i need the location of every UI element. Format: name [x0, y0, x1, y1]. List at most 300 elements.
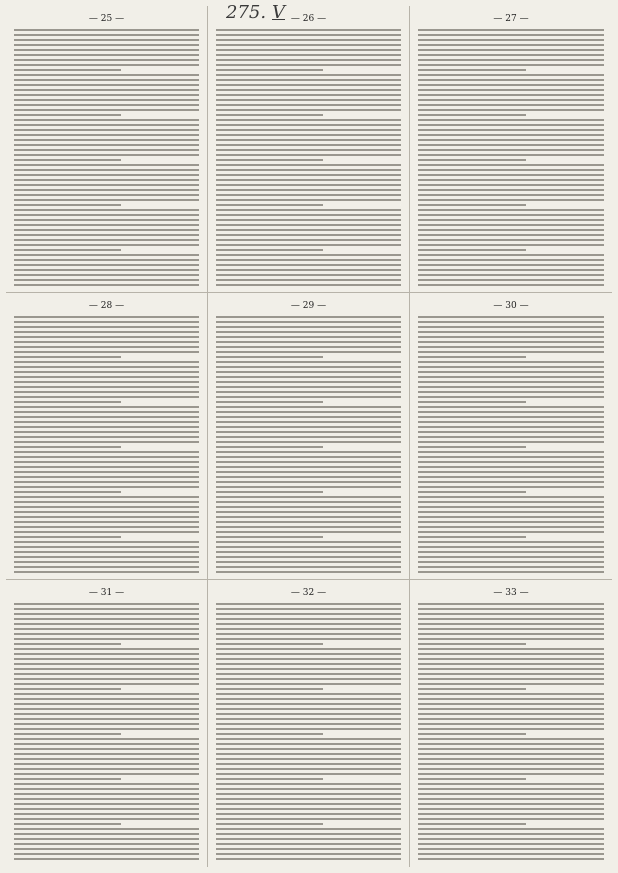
text-line-placeholder — [418, 608, 604, 610]
text-line-placeholder — [216, 828, 401, 830]
text-line-placeholder — [418, 743, 604, 745]
text-line-placeholder — [216, 401, 323, 403]
text-line-placeholder — [216, 34, 401, 36]
text-line-placeholder — [216, 184, 401, 186]
text-line-placeholder — [216, 431, 401, 433]
text-line-placeholder — [216, 526, 401, 528]
text-line-placeholder — [14, 521, 199, 523]
text-line-placeholder — [14, 683, 199, 685]
text-line-placeholder — [418, 663, 604, 665]
page-25 — [6, 6, 208, 293]
text-line-placeholder — [418, 491, 526, 493]
text-line-placeholder — [216, 793, 401, 795]
text-line-placeholder — [216, 326, 401, 328]
text-line-placeholder — [14, 396, 199, 398]
body-text — [216, 313, 401, 573]
text-line-placeholder — [216, 411, 401, 413]
text-line-placeholder — [216, 254, 401, 256]
text-line-placeholder — [216, 74, 401, 76]
text-line-placeholder — [216, 833, 401, 835]
text-line-placeholder — [418, 476, 604, 478]
text-line-placeholder — [216, 451, 401, 453]
text-line-placeholder — [418, 114, 526, 116]
text-line-placeholder — [14, 723, 199, 725]
text-line-placeholder — [14, 229, 199, 231]
text-line-placeholder — [418, 79, 604, 81]
text-line-placeholder — [14, 456, 199, 458]
text-line-placeholder — [418, 788, 604, 790]
text-line-placeholder — [418, 59, 604, 61]
text-line-placeholder — [14, 204, 121, 206]
text-line-placeholder — [216, 496, 401, 498]
text-line-placeholder — [418, 511, 604, 513]
text-line-placeholder — [216, 668, 401, 670]
text-line-placeholder — [418, 164, 604, 166]
text-line-placeholder — [418, 169, 604, 171]
text-line-placeholder — [14, 336, 199, 338]
text-line-placeholder — [14, 556, 199, 558]
text-line-placeholder — [14, 708, 199, 710]
text-line-placeholder — [216, 179, 401, 181]
text-line-placeholder — [14, 813, 199, 815]
text-line-placeholder — [216, 416, 401, 418]
text-line-placeholder — [14, 316, 199, 318]
text-line-placeholder — [418, 673, 604, 675]
text-line-placeholder — [216, 129, 401, 131]
text-line-placeholder — [14, 104, 199, 106]
text-line-placeholder — [14, 421, 199, 423]
text-line-placeholder — [216, 703, 401, 705]
text-line-placeholder — [14, 69, 121, 71]
text-line-placeholder — [14, 426, 199, 428]
text-line-placeholder — [14, 783, 199, 785]
page-number: — 30 — — [418, 299, 604, 313]
text-line-placeholder — [14, 436, 199, 438]
text-line-placeholder — [216, 154, 401, 156]
text-line-placeholder — [418, 763, 604, 765]
page-28 — [6, 293, 208, 580]
text-line-placeholder — [14, 376, 199, 378]
text-line-placeholder — [418, 34, 604, 36]
text-line-placeholder — [216, 511, 401, 513]
text-line-placeholder — [418, 351, 604, 353]
text-line-placeholder — [216, 613, 401, 615]
text-line-placeholder — [216, 608, 401, 610]
page-number: — 29 — — [216, 299, 401, 313]
text-line-placeholder — [216, 79, 401, 81]
page-33 — [410, 580, 612, 867]
text-line-placeholder — [418, 321, 604, 323]
text-line-placeholder — [216, 446, 323, 448]
page-31 — [6, 580, 208, 867]
text-line-placeholder — [14, 391, 199, 393]
text-line-placeholder — [418, 109, 604, 111]
text-line-placeholder — [216, 164, 401, 166]
text-line-placeholder — [14, 778, 121, 780]
text-line-placeholder — [14, 551, 199, 553]
text-line-placeholder — [14, 39, 199, 41]
text-line-placeholder — [14, 501, 199, 503]
text-line-placeholder — [14, 506, 199, 508]
text-line-placeholder — [14, 461, 199, 463]
text-line-placeholder — [216, 114, 323, 116]
text-line-placeholder — [216, 466, 401, 468]
text-line-placeholder — [14, 758, 199, 760]
text-line-placeholder — [14, 381, 199, 383]
text-line-placeholder — [418, 541, 604, 543]
text-line-placeholder — [418, 229, 604, 231]
text-line-placeholder — [418, 139, 604, 141]
text-line-placeholder — [14, 648, 199, 650]
text-line-placeholder — [14, 633, 199, 635]
text-line-placeholder — [14, 531, 199, 533]
text-line-placeholder — [418, 284, 604, 286]
text-line-placeholder — [14, 743, 199, 745]
text-line-placeholder — [14, 603, 199, 605]
text-line-placeholder — [418, 104, 604, 106]
text-line-placeholder — [216, 224, 401, 226]
text-line-placeholder — [418, 326, 604, 328]
text-line-placeholder — [216, 109, 401, 111]
text-line-placeholder — [216, 84, 401, 86]
text-line-placeholder — [216, 808, 401, 810]
text-line-placeholder — [216, 728, 401, 730]
text-line-placeholder — [216, 64, 401, 66]
text-line-placeholder — [418, 99, 604, 101]
text-line-placeholder — [216, 264, 401, 266]
text-line-placeholder — [216, 249, 323, 251]
text-line-placeholder — [418, 149, 604, 151]
text-line-placeholder — [216, 848, 401, 850]
text-line-placeholder — [14, 54, 199, 56]
text-line-placeholder — [14, 561, 199, 563]
text-line-placeholder — [216, 391, 401, 393]
text-line-placeholder — [418, 124, 604, 126]
page-27 — [410, 6, 612, 293]
text-line-placeholder — [216, 803, 401, 805]
text-line-placeholder — [418, 239, 604, 241]
text-line-placeholder — [216, 29, 401, 31]
text-line-placeholder — [216, 174, 401, 176]
text-line-placeholder — [216, 169, 401, 171]
text-line-placeholder — [14, 134, 199, 136]
text-line-placeholder — [418, 566, 604, 568]
text-line-placeholder — [418, 406, 604, 408]
text-line-placeholder — [14, 169, 199, 171]
text-line-placeholder — [216, 653, 401, 655]
text-line-placeholder — [14, 536, 121, 538]
text-line-placeholder — [418, 49, 604, 51]
text-line-placeholder — [216, 336, 401, 338]
text-line-placeholder — [14, 703, 199, 705]
text-line-placeholder — [216, 159, 323, 161]
page-number: — 33 — — [418, 586, 604, 600]
text-line-placeholder — [418, 386, 604, 388]
text-line-placeholder — [418, 94, 604, 96]
text-line-placeholder — [216, 566, 401, 568]
text-line-placeholder — [216, 59, 401, 61]
text-line-placeholder — [14, 94, 199, 96]
text-line-placeholder — [14, 406, 199, 408]
text-line-placeholder — [14, 174, 199, 176]
text-line-placeholder — [14, 29, 199, 31]
text-line-placeholder — [216, 713, 401, 715]
text-line-placeholder — [216, 461, 401, 463]
text-line-placeholder — [418, 603, 604, 605]
text-line-placeholder — [14, 653, 199, 655]
text-line-placeholder — [418, 556, 604, 558]
text-line-placeholder — [216, 818, 401, 820]
text-line-placeholder — [418, 506, 604, 508]
text-line-placeholder — [216, 758, 401, 760]
text-line-placeholder — [418, 54, 604, 56]
text-line-placeholder — [418, 144, 604, 146]
text-line-placeholder — [418, 461, 604, 463]
text-line-placeholder — [14, 326, 199, 328]
text-line-placeholder — [418, 376, 604, 378]
text-line-placeholder — [216, 556, 401, 558]
text-line-placeholder — [418, 643, 526, 645]
text-line-placeholder — [14, 114, 121, 116]
text-line-placeholder — [216, 683, 401, 685]
text-line-placeholder — [216, 748, 401, 750]
text-line-placeholder — [14, 516, 199, 518]
text-line-placeholder — [418, 773, 604, 775]
text-line-placeholder — [216, 386, 401, 388]
text-line-placeholder — [418, 708, 604, 710]
text-line-placeholder — [216, 44, 401, 46]
body-text — [14, 313, 199, 573]
text-line-placeholder — [418, 416, 604, 418]
text-line-placeholder — [216, 351, 401, 353]
text-line-placeholder — [418, 823, 526, 825]
text-line-placeholder — [418, 44, 604, 46]
text-line-placeholder — [418, 828, 604, 830]
text-line-placeholder — [216, 219, 401, 221]
page-number: — 25 — — [14, 12, 199, 26]
text-line-placeholder — [418, 688, 526, 690]
text-line-placeholder — [216, 858, 401, 860]
text-line-placeholder — [216, 551, 401, 553]
text-line-placeholder — [216, 274, 401, 276]
handwritten-mark: V — [272, 2, 285, 23]
text-line-placeholder — [216, 753, 401, 755]
text-line-placeholder — [418, 486, 604, 488]
text-line-placeholder — [418, 346, 604, 348]
text-line-placeholder — [14, 279, 199, 281]
text-line-placeholder — [216, 678, 401, 680]
text-line-placeholder — [418, 551, 604, 553]
text-line-placeholder — [14, 638, 199, 640]
text-line-placeholder — [14, 184, 199, 186]
text-line-placeholder — [14, 371, 199, 373]
text-line-placeholder — [14, 466, 199, 468]
text-line-placeholder — [14, 713, 199, 715]
text-line-placeholder — [14, 823, 121, 825]
text-line-placeholder — [14, 259, 199, 261]
text-line-placeholder — [14, 274, 199, 276]
text-line-placeholder — [14, 154, 199, 156]
text-line-placeholder — [418, 843, 604, 845]
body-text — [418, 600, 604, 861]
text-line-placeholder — [418, 466, 604, 468]
page-number: — 28 — — [14, 299, 199, 313]
text-line-placeholder — [14, 838, 199, 840]
text-line-placeholder — [418, 391, 604, 393]
text-line-placeholder — [216, 244, 401, 246]
text-line-placeholder — [14, 858, 199, 860]
text-line-placeholder — [418, 703, 604, 705]
text-line-placeholder — [418, 526, 604, 528]
text-line-placeholder — [14, 658, 199, 660]
text-line-placeholder — [14, 139, 199, 141]
text-line-placeholder — [418, 69, 526, 71]
text-line-placeholder — [14, 803, 199, 805]
text-line-placeholder — [14, 386, 199, 388]
text-line-placeholder — [216, 239, 401, 241]
newsprint-sheet — [6, 6, 612, 867]
body-text — [418, 313, 604, 573]
text-line-placeholder — [216, 229, 401, 231]
text-line-placeholder — [418, 713, 604, 715]
text-line-placeholder — [216, 69, 323, 71]
text-line-placeholder — [14, 793, 199, 795]
text-line-placeholder — [418, 336, 604, 338]
text-line-placeholder — [14, 738, 199, 740]
text-line-placeholder — [14, 59, 199, 61]
text-line-placeholder — [14, 144, 199, 146]
text-line-placeholder — [418, 653, 604, 655]
text-line-placeholder — [418, 768, 604, 770]
text-line-placeholder — [216, 623, 401, 625]
text-line-placeholder — [14, 486, 199, 488]
text-line-placeholder — [216, 421, 401, 423]
text-line-placeholder — [14, 431, 199, 433]
text-line-placeholder — [14, 244, 199, 246]
text-line-placeholder — [14, 189, 199, 191]
text-line-placeholder — [418, 833, 604, 835]
text-line-placeholder — [216, 194, 401, 196]
text-line-placeholder — [418, 174, 604, 176]
text-line-placeholder — [14, 366, 199, 368]
text-line-placeholder — [14, 159, 121, 161]
text-line-placeholder — [418, 798, 604, 800]
text-line-placeholder — [418, 154, 604, 156]
text-line-placeholder — [14, 249, 121, 251]
text-line-placeholder — [216, 571, 401, 573]
text-line-placeholder — [418, 848, 604, 850]
text-line-placeholder — [14, 843, 199, 845]
text-line-placeholder — [418, 536, 526, 538]
page-number: — 31 — — [14, 586, 199, 600]
text-line-placeholder — [418, 421, 604, 423]
text-line-placeholder — [216, 773, 401, 775]
text-line-placeholder — [418, 274, 604, 276]
text-line-placeholder — [418, 84, 604, 86]
text-line-placeholder — [14, 476, 199, 478]
text-line-placeholder — [14, 853, 199, 855]
text-line-placeholder — [14, 341, 199, 343]
text-line-placeholder — [14, 673, 199, 675]
page-30 — [410, 293, 612, 580]
text-line-placeholder — [418, 39, 604, 41]
text-line-placeholder — [216, 356, 323, 358]
text-line-placeholder — [14, 441, 199, 443]
text-line-placeholder — [418, 481, 604, 483]
text-line-placeholder — [14, 224, 199, 226]
text-line-placeholder — [216, 149, 401, 151]
page-26 — [208, 6, 410, 293]
text-line-placeholder — [216, 491, 323, 493]
text-line-placeholder — [418, 341, 604, 343]
text-line-placeholder — [418, 446, 526, 448]
text-line-placeholder — [14, 753, 199, 755]
text-line-placeholder — [418, 668, 604, 670]
text-line-placeholder — [418, 179, 604, 181]
text-line-placeholder — [216, 284, 401, 286]
text-line-placeholder — [14, 566, 199, 568]
text-line-placeholder — [14, 346, 199, 348]
text-line-placeholder — [418, 733, 526, 735]
text-line-placeholder — [216, 838, 401, 840]
text-line-placeholder — [216, 134, 401, 136]
text-line-placeholder — [14, 571, 199, 573]
text-line-placeholder — [216, 331, 401, 333]
text-line-placeholder — [418, 783, 604, 785]
text-line-placeholder — [418, 501, 604, 503]
text-line-placeholder — [418, 396, 604, 398]
text-line-placeholder — [14, 628, 199, 630]
text-line-placeholder — [14, 79, 199, 81]
text-line-placeholder — [14, 219, 199, 221]
text-line-placeholder — [14, 663, 199, 665]
text-line-placeholder — [14, 848, 199, 850]
text-line-placeholder — [216, 698, 401, 700]
text-line-placeholder — [216, 718, 401, 720]
text-line-placeholder — [216, 104, 401, 106]
text-line-placeholder — [216, 501, 401, 503]
text-line-placeholder — [216, 39, 401, 41]
text-line-placeholder — [216, 54, 401, 56]
text-line-placeholder — [14, 214, 199, 216]
text-line-placeholder — [216, 436, 401, 438]
text-line-placeholder — [14, 763, 199, 765]
text-line-placeholder — [14, 284, 199, 286]
text-line-placeholder — [216, 723, 401, 725]
text-line-placeholder — [418, 628, 604, 630]
text-line-placeholder — [418, 401, 526, 403]
handwritten-number: 275. — [226, 2, 267, 23]
text-line-placeholder — [14, 199, 199, 201]
text-line-placeholder — [14, 693, 199, 695]
text-line-placeholder — [216, 441, 401, 443]
text-line-placeholder — [216, 99, 401, 101]
text-line-placeholder — [418, 119, 604, 121]
text-line-placeholder — [14, 109, 199, 111]
text-line-placeholder — [418, 633, 604, 635]
text-line-placeholder — [216, 366, 401, 368]
text-line-placeholder — [216, 124, 401, 126]
text-line-placeholder — [216, 279, 401, 281]
text-line-placeholder — [216, 49, 401, 51]
text-line-placeholder — [216, 381, 401, 383]
text-line-placeholder — [418, 723, 604, 725]
text-line-placeholder — [14, 356, 121, 358]
text-line-placeholder — [216, 476, 401, 478]
text-line-placeholder — [418, 738, 604, 740]
text-line-placeholder — [418, 259, 604, 261]
text-line-placeholder — [418, 249, 526, 251]
